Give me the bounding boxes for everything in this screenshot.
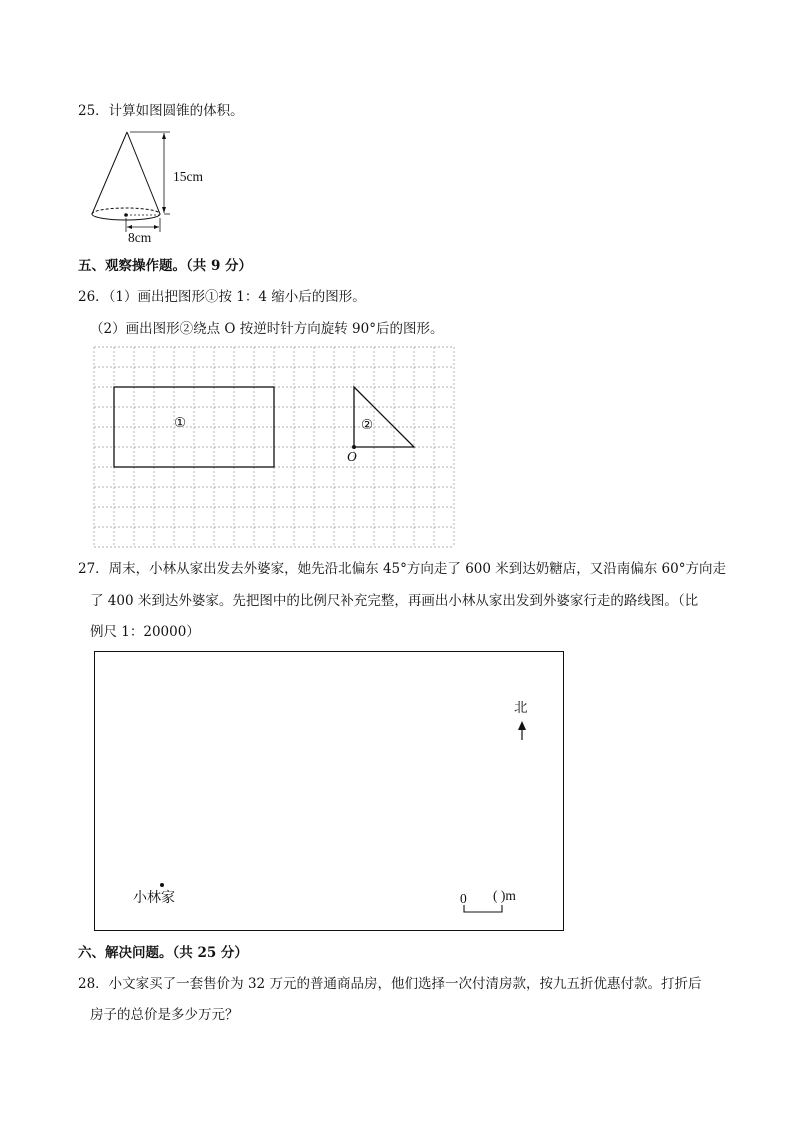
home-label: 小林家 <box>133 890 175 906</box>
scale-zero-label: 0 <box>460 891 467 906</box>
north-label: 北 <box>514 700 528 716</box>
shape1-label: ① <box>174 415 187 431</box>
q26-line1: 26．（1）画出把图形①按 1：4 缩小后的图形。 <box>78 289 366 305</box>
cone-height-label: 15cm <box>173 169 203 184</box>
q27-line3: 例尺 1：20000） <box>90 624 200 640</box>
section6-title: 六、解决问题。（共 25 分） <box>78 945 248 961</box>
shape2-label: ② <box>361 417 374 433</box>
grid-figure <box>94 347 456 549</box>
cone-radius-label: 8cm <box>128 230 152 245</box>
scale-unit-label: ( )m <box>493 888 516 903</box>
q27-line1: 27．周末，小林从家出发去外婆家，她先沿北偏东 45°方向走了 600 米到达奶糖店，又沿南偏东 60°方向走 <box>78 561 726 577</box>
q26-line2: （2）画出图形②绕点 O 按逆时针方向旋转 90°后的图形。 <box>90 321 444 337</box>
q28-line1: 28．小文家买了一套售价为 32 万元的普通商品房，他们选择一次付清房款，按九五折优惠付款。打折后 <box>78 976 702 992</box>
q28-line2: 房子的总价是多少万元？ <box>90 1007 239 1023</box>
point-o-label: O <box>347 449 357 464</box>
q25-text: 25．计算如图圆锥的体积。 <box>78 103 244 119</box>
q27-line2: 了 400 米到达外婆家。先把图中的比例尺补充完整，再画出小林从家出发到外婆家行走的路线图。（比 <box>90 593 699 609</box>
section5-title: 五、观察操作题。（共 9 分） <box>78 258 253 274</box>
